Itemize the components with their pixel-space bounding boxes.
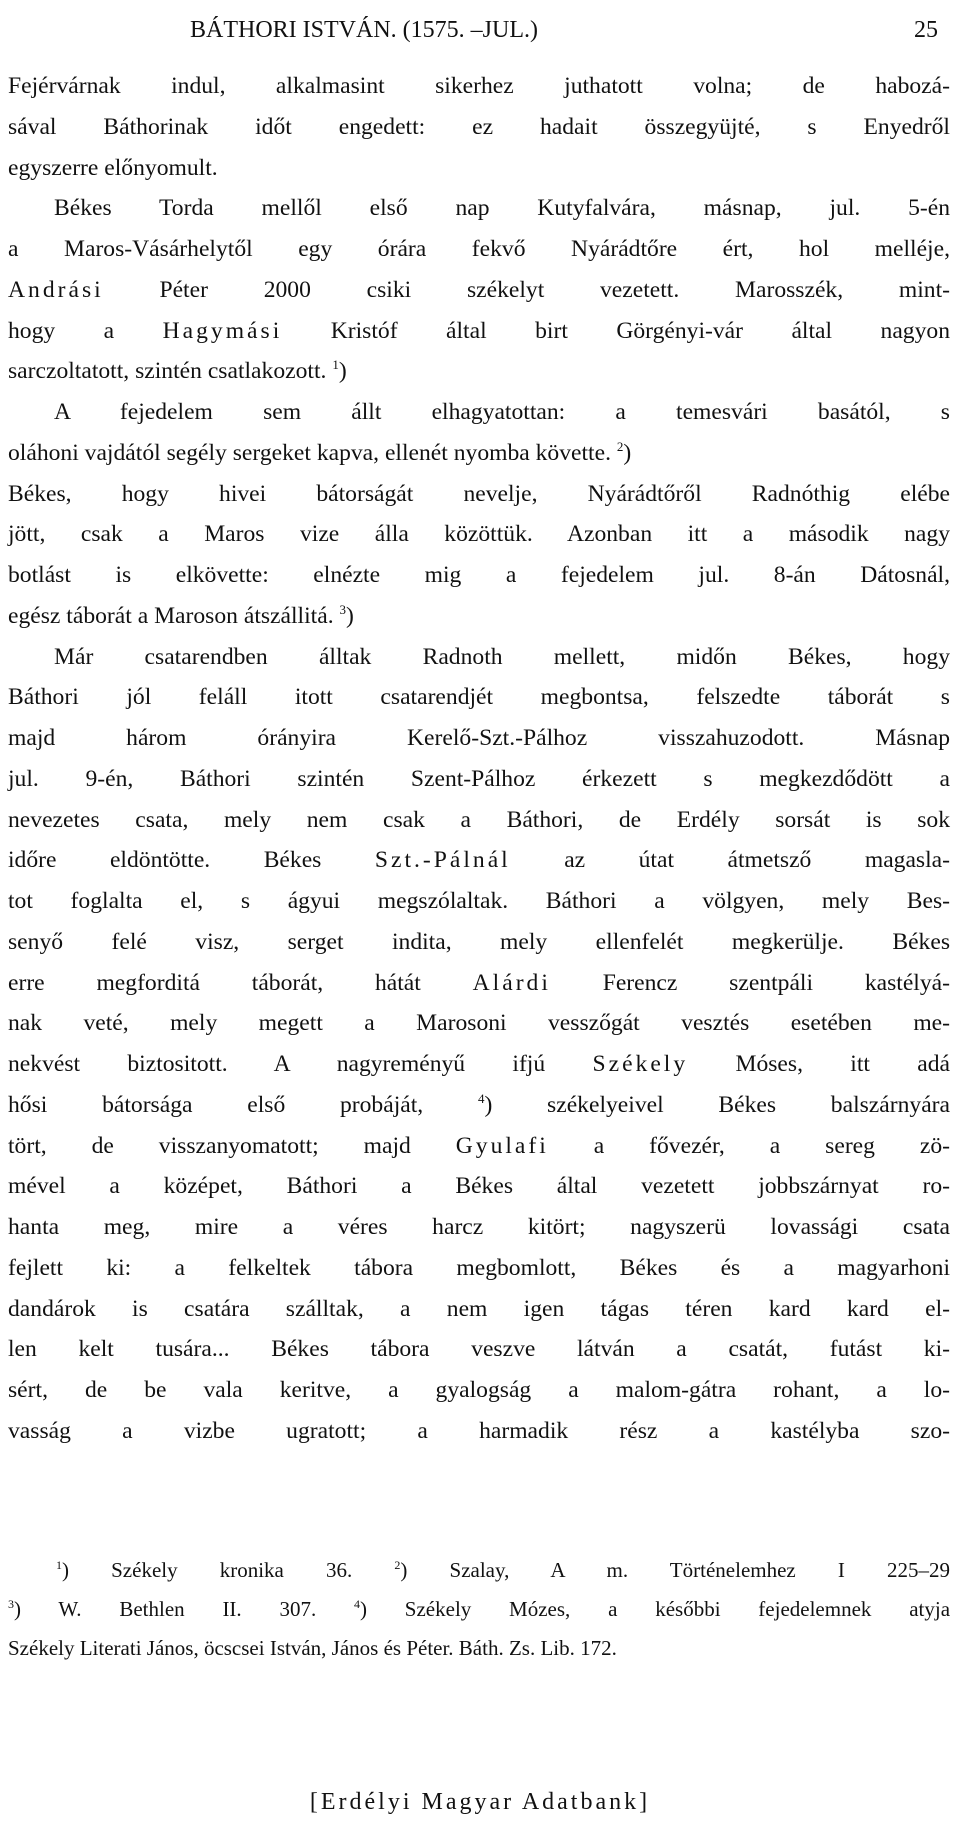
text-line	[8, 1207, 950, 1248]
text-line	[8, 66, 950, 107]
text-run: A fejedelem sem állt elhagyatottan: a temesvári basától, s	[54, 399, 950, 425]
text-line	[8, 270, 950, 311]
text-run: jött, csak a Maros vize álla közöttük. Azonban itt a második nagy	[8, 521, 950, 548]
text-line	[8, 1044, 950, 1085]
text-run: jul. 9-én, Báthori szintén Szent-Pálhoz érkezett s megkezdődött a	[8, 765, 950, 792]
text-run: a Maros-Vásárhelytől egy órára fekvő Nyárádtőre ért, hol melléje,	[8, 236, 950, 262]
text-run: Péter 2000 csiki székelyt vezetett. Marosszék, mint-	[103, 276, 950, 303]
text-run: vasság a vizbe ugratott; a harmadik rész a kastélyba szo-	[8, 1417, 950, 1444]
text-run: )	[346, 602, 354, 629]
text-line	[8, 718, 950, 759]
text-line	[8, 922, 950, 963]
running-title: BÁTHORI ISTVÁN. (1575. –JUL.)	[190, 17, 538, 43]
text-line	[8, 1166, 950, 1207]
text-line	[8, 188, 950, 229]
text-run: ) Székely kronika 36.	[62, 1558, 395, 1582]
text-line	[8, 1003, 950, 1044]
text-line	[8, 677, 950, 718]
text-run: nak veté, mely megett a Marosoni vesszőgát vesztés esetében me-	[8, 1010, 950, 1037]
text-run: )	[623, 439, 632, 466]
text-run: Békes Torda mellől első nap Kutyfalvára, másnap, jul. 5-én	[54, 195, 950, 222]
text-run: len kelt tusára... Békes tábora veszve látván a csatát, futást ki-	[8, 1336, 950, 1363]
spaced-name: Székely	[592, 1051, 689, 1077]
footnote-marker: 2	[616, 438, 624, 454]
text-line	[8, 148, 950, 189]
text-run: nevezetes csata, mely nem csak a Báthori, de Erdély sorsát is sok	[8, 806, 950, 833]
text-line	[8, 311, 950, 352]
page-footer: [Erdélyi Magyar Adatbank]	[309, 1789, 651, 1815]
text-line	[8, 596, 950, 637]
text-line	[8, 1289, 950, 1330]
footnote-line	[8, 1590, 950, 1629]
text-line	[8, 759, 950, 800]
text-run: a fővezér, a sereg zö-	[548, 1132, 950, 1159]
text-run: egyszerre előnyomult.	[8, 154, 218, 181]
text-run: Fejérvárnak indul, alkalmasint sikerhez juthatott volna; de habozá-	[8, 73, 950, 99]
text-line	[8, 392, 950, 433]
spaced-name: Gyulafi	[455, 1132, 549, 1159]
text-run: sért, de be vala keritve, a gyalogság a malom-gátra rohant, a lo-	[8, 1377, 950, 1403]
footnote-line	[8, 1551, 950, 1590]
text-run: oláhoni vajdától segély sergeket kapva, ellenét nyomba követte.	[8, 439, 617, 466]
spaced-name: Szt.-Pálnál	[374, 847, 511, 874]
spaced-name: Hagymási	[162, 317, 283, 344]
text-line	[8, 555, 950, 596]
text-line	[8, 229, 950, 270]
footnote-marker: 3	[339, 601, 346, 617]
text-line	[8, 474, 950, 515]
footnote-marker: 3	[8, 1597, 14, 1611]
text-line	[8, 1370, 950, 1411]
text-run: nekvést biztositott. A nagyreményű ifjú	[8, 1051, 593, 1077]
text-line	[8, 963, 950, 1004]
text-run: hősi bátorsága első probáját,	[8, 1091, 478, 1118]
text-run: Báthori jól feláll itott csatarendjét megbontsa, felszedte táborát s	[8, 684, 950, 711]
text-run: hanta meg, mire a véres harcz kitört; nagyszerü lovassági csata	[8, 1214, 950, 1240]
text-line	[8, 351, 950, 392]
text-line	[8, 637, 950, 678]
text-run: tot foglalta el, s ágyui megszólaltak. Báthori a völgyen, mely Bes-	[8, 888, 950, 914]
text-run: az útat átmetsző magasla-	[510, 847, 950, 874]
text-run: ) Szalay, A m. Történelemhez I 225–29	[400, 1558, 950, 1582]
text-run: erre megforditá táborát, hátát	[8, 969, 473, 996]
text-run: sarczoltatott, szintén csatlakozott.	[8, 358, 333, 385]
text-line	[8, 1126, 950, 1167]
footnote-marker: 1	[56, 1558, 62, 1572]
text-run: dandárok is csatára szálltak, a nem igen tágas téren kard kard el-	[8, 1295, 950, 1322]
text-line	[8, 107, 950, 148]
text-line	[8, 514, 950, 555]
text-run: Móses, itt adá	[688, 1051, 950, 1077]
text-run: ) Székely Mózes, a későbbi fejedelemnek atyja	[360, 1597, 951, 1621]
text-line	[8, 1411, 950, 1452]
text-run: majd három órányira Kerelő-Szt.-Pálhoz visszahuzodott. Másnap	[8, 725, 950, 751]
text-run: fejlett ki: a felkeltek tábora megbomlott, Békes és a magyarhoni	[8, 1254, 950, 1281]
spaced-name: Alárdi	[472, 969, 551, 996]
text-run: tört, de visszanyomatott; majd	[8, 1132, 456, 1159]
text-line	[8, 433, 950, 474]
text-run: Kristóf által birt Görgényi-vár által nagyon	[282, 317, 950, 344]
text-line	[8, 1329, 950, 1370]
main-text	[8, 66, 950, 1452]
text-run: )	[338, 358, 347, 385]
text-run: Már csatarendben álltak Radnoth mellett, midőn Békes, hogy	[54, 643, 950, 670]
text-run: ) W. Bethlen II. 307.	[14, 1597, 355, 1621]
footnote-marker: 4	[354, 1597, 361, 1611]
page-header	[0, 10, 960, 50]
text-run: sával Báthorinak időt engedett: ez hadait összegyüjté, s Enyedről	[8, 113, 950, 140]
text-run: hogy a	[8, 317, 163, 344]
text-line	[8, 881, 950, 922]
footnote-marker: 4	[477, 1090, 485, 1106]
text-line	[8, 1248, 950, 1289]
text-run: Békes, hogy hivei bátorságát nevelje, Nyárádtőről Radnóthig elébe	[8, 480, 950, 507]
text-run: egész táborát a Maroson átszállitá.	[8, 602, 340, 629]
footnote-marker: 2	[394, 1558, 401, 1572]
text-line	[8, 800, 950, 841]
text-run: ) székelyeivel Békes balszárnyára	[484, 1091, 950, 1118]
spaced-name: Andrási	[8, 276, 104, 303]
text-run: Ferencz szentpáli kastélyá-	[550, 969, 950, 996]
text-run: mével a középet, Báthori a Békes által vezetett jobbszárnyat ro-	[8, 1173, 950, 1200]
text-line	[8, 1085, 950, 1126]
text-run: botlást is elkövette: elnézte mig a fejedelem jul. 8-án Dátosnál,	[8, 562, 950, 588]
page-number: 25	[914, 17, 938, 43]
text-run: senyő felé visz, serget indita, mely ellenfelét megkerülje. Békes	[8, 928, 950, 955]
text-run: Székely Literati János, öcscsei István, János és Péter. Báth. Zs. Lib. 172.	[8, 1636, 617, 1660]
text-line	[8, 840, 950, 881]
footnotes	[8, 1551, 950, 1668]
footnote-marker: 1	[332, 357, 339, 373]
footnote-line	[8, 1629, 950, 1668]
text-run: időre eldöntötte. Békes	[8, 847, 375, 874]
